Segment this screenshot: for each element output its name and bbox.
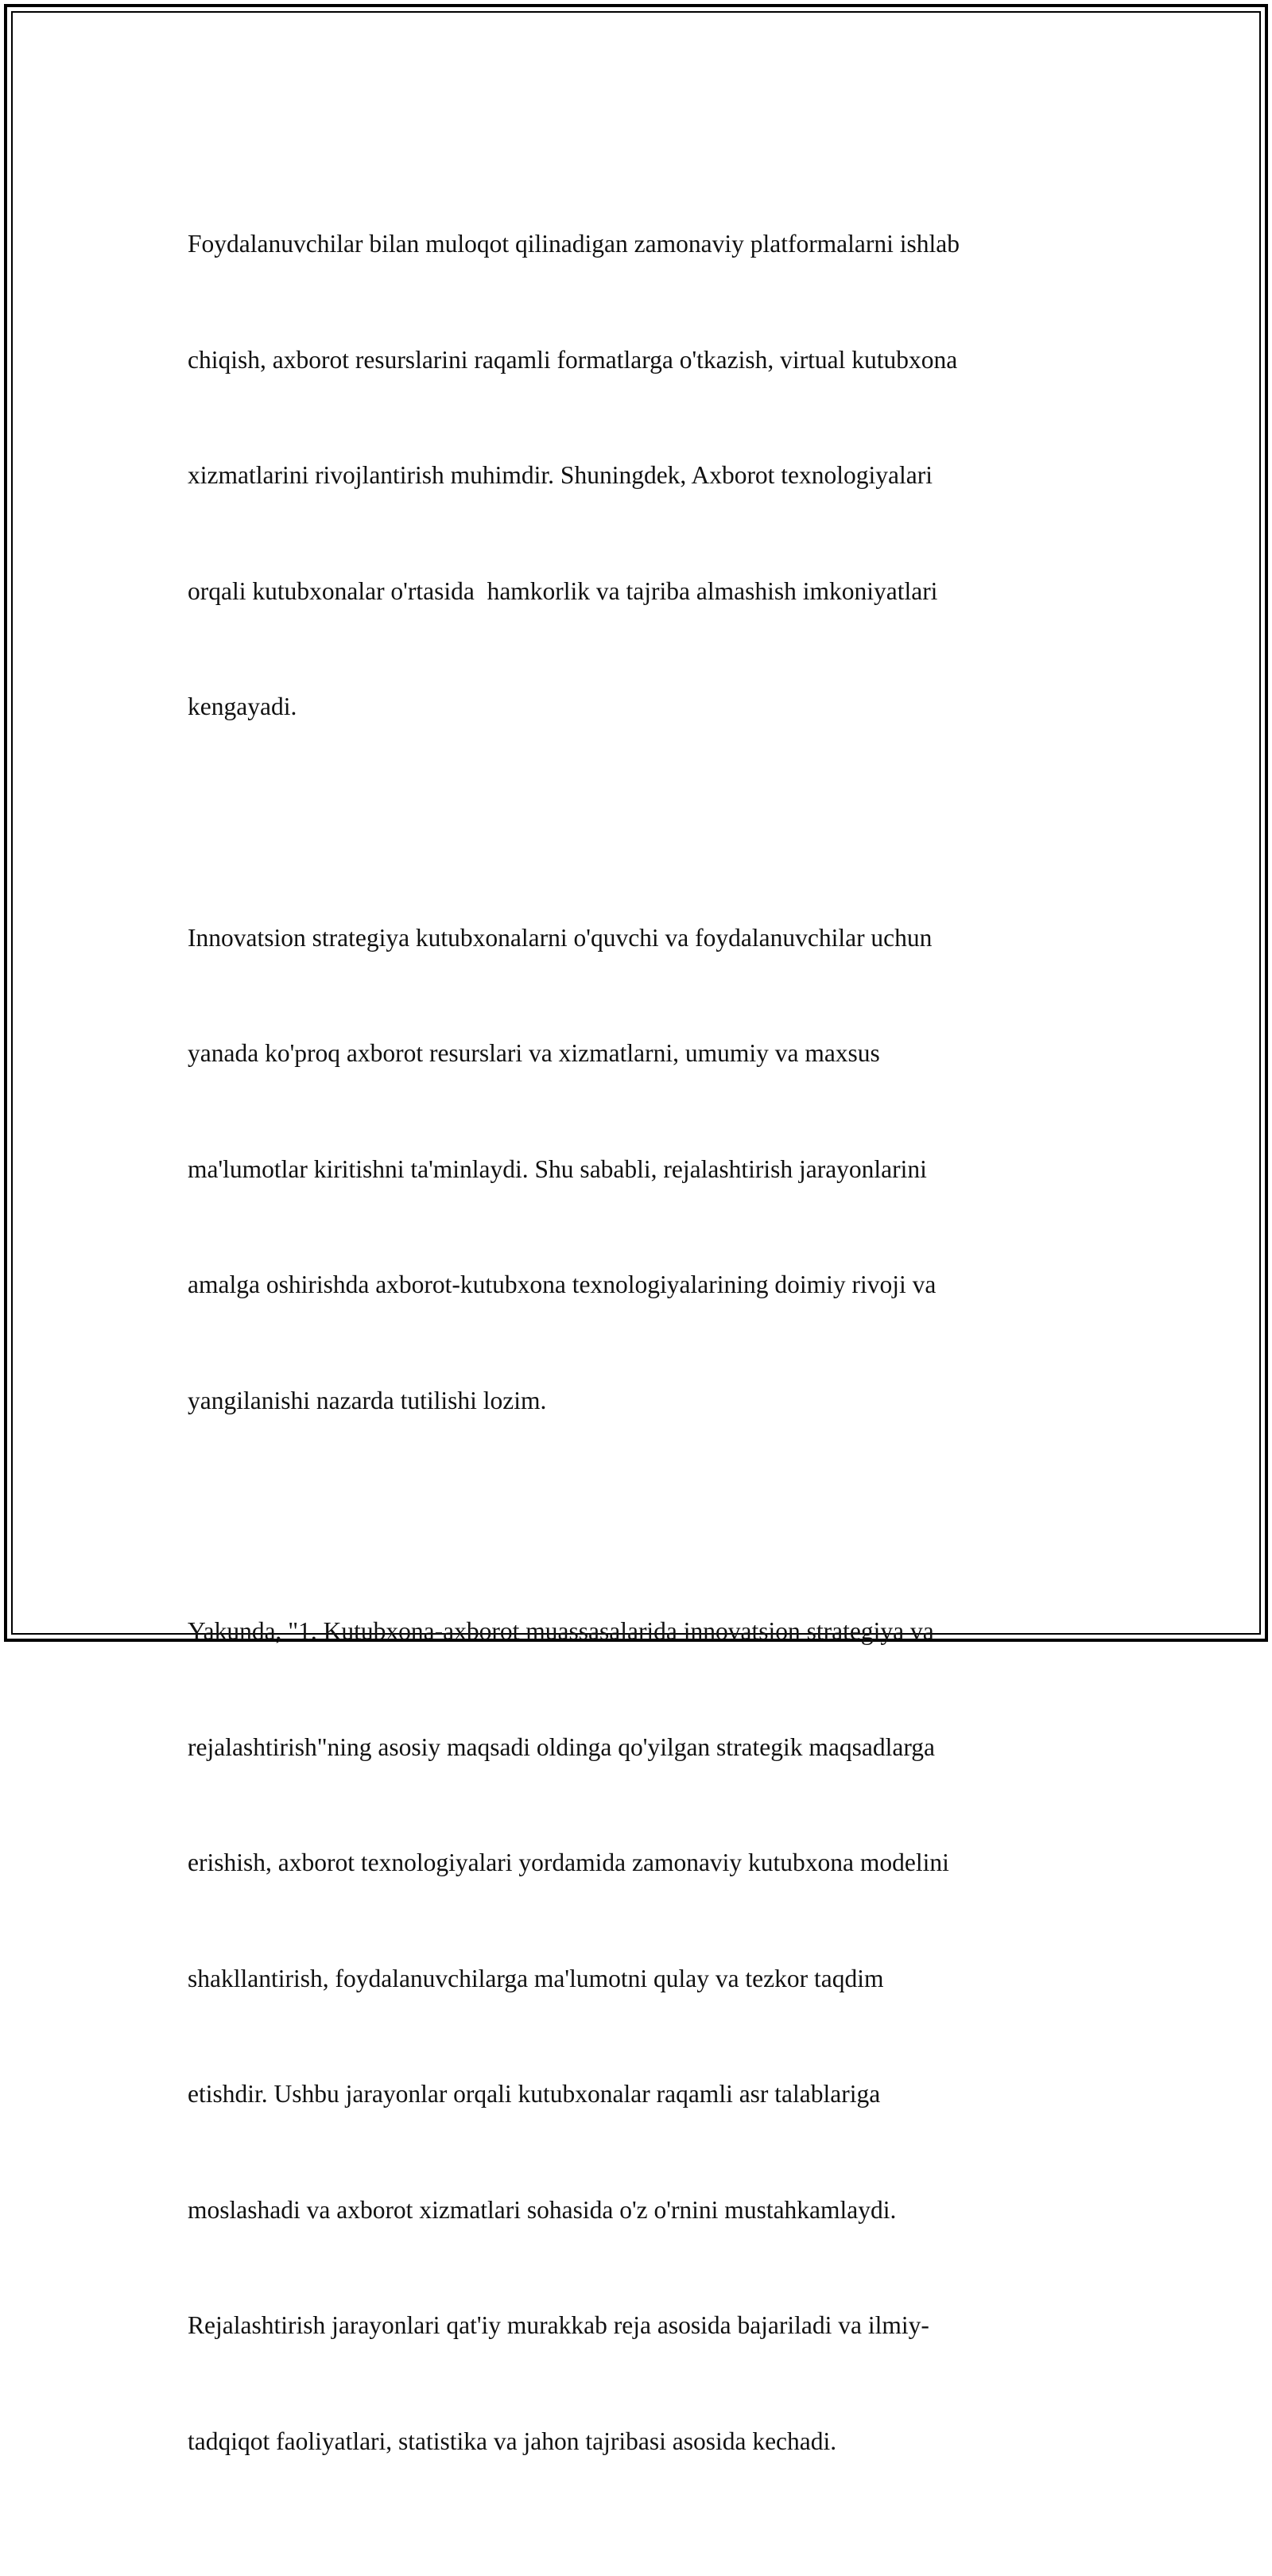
text-line: ma'lumotlar kiritishni ta'minlaydi. Shu sababli, rejalashtirish jarayonlarini: [188, 1154, 927, 1183]
text-line: orqali kutubxonalar o'rtasida hamkorlik va tajriba almashish imkoniyatlari: [188, 576, 938, 605]
text-line: amalga oshirishda axborot-kutubxona texnologiyalarining doimiy rivoji va: [188, 1271, 937, 1298]
text-line: Innovatsion strategiya kutubxonalarni o'quvchi va foydalanuvchilar uchun: [188, 923, 933, 952]
text-line: rejalashtirish"ning asosiy maqsadi oldinga qo'yilgan strategik maqsadlarga: [188, 1732, 936, 1761]
text-line: etishdir. Ushbu jarayonlar orqali kutubxonalar raqamli asr talablariga: [188, 2080, 881, 2108]
text-line: moslashadi va axborot xizmatlari sohasida o'z o'rnini mustahkamlaydi.: [188, 2195, 897, 2224]
text-line: Foydalanuvchilar bilan muloqot qilinadigan zamonaviy platformalarni ishlab: [188, 230, 960, 258]
text-line: Yakunda, "1. Kutubxona-axborot muassasalarida innovatsion strategiya va: [188, 1617, 934, 1645]
text-line: shakllantirish, foydalanuvchilarga ma'lumotni qulay va tezkor taqdim: [188, 1964, 884, 1992]
text-line: xizmatlarini rivojlantirish muhimdir. Shuningdek, Axborot texnologiyalari: [188, 461, 933, 489]
text-line: erishish, axborot texnologiyalari yordamida zamonaviy kutubxona modelini: [188, 1849, 949, 1876]
text-line: chiqish, axborot resurslarini raqamli formatlarga o'tkazish, virtual kutubxona: [188, 345, 958, 374]
document-body: [188, 148, 1094, 2576]
text-line: Rejalashtirish jarayonlari qat'iy murakkab reja asosida bajariladi va ilmiy-: [188, 2311, 929, 2339]
text-line: yangilanishi nazarda tutilishi lozim.: [188, 1386, 547, 1414]
text-line: tadqiqot faoliyatlari, statistika va jahon tajribasi asosida kechadi.: [188, 2427, 837, 2455]
text-line: kengayadi.: [188, 692, 297, 720]
paragraph-2: [188, 842, 1094, 1498]
text-line: yanada ko'proq axborot resurslari va xizmatlarni, umumiy va maxsus: [188, 1039, 880, 1067]
paragraph-1: [188, 148, 1094, 804]
paragraph-3: [188, 1535, 1094, 2538]
